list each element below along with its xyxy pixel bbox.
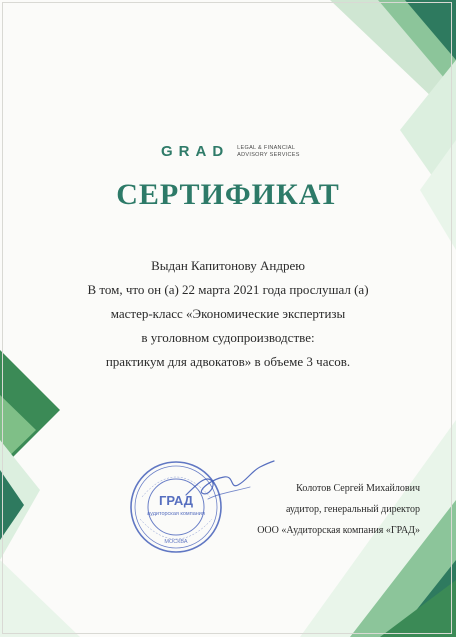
body-line-course: мастер-класс «Экономические экспертизы: [110, 306, 346, 321]
logo-wordmark: GRAD: [161, 143, 230, 160]
signatory-block: [257, 478, 420, 541]
body-line-course-cont: в уголовном судопроизводстве:: [141, 330, 315, 345]
stamp-city: МОСКВА: [164, 539, 188, 545]
logo-tagline: [237, 145, 300, 159]
logo-tagline-line-1: LEGAL & FINANCIAL: [237, 144, 296, 151]
signatory-company: ООО «Аудиторская компания «ГРАД»: [257, 525, 420, 536]
certificate-body: [40, 254, 416, 374]
logo-tagline-line-2: ADVISORY SERVICES: [237, 151, 300, 158]
body-line-duration: практикум для адвокатов» в объеме 3 часов.: [105, 354, 351, 369]
body-line-date: В том, что он (а) 22 марта 2021 года прослушал (а): [87, 282, 369, 297]
signatory-name: Колотов Сергей Михайлович: [296, 483, 420, 494]
body-line-recipient: Выдан Капитонову Андрею: [151, 258, 305, 273]
certificate-title: СЕРТИФИКАТ: [116, 178, 340, 211]
grad-logo: [161, 143, 300, 160]
stamp-center-sub: аудиторская компания: [147, 511, 205, 517]
stamp-center-word: ГРАД: [158, 493, 194, 508]
signatory-position: аудитор, генеральный директор: [285, 504, 420, 515]
